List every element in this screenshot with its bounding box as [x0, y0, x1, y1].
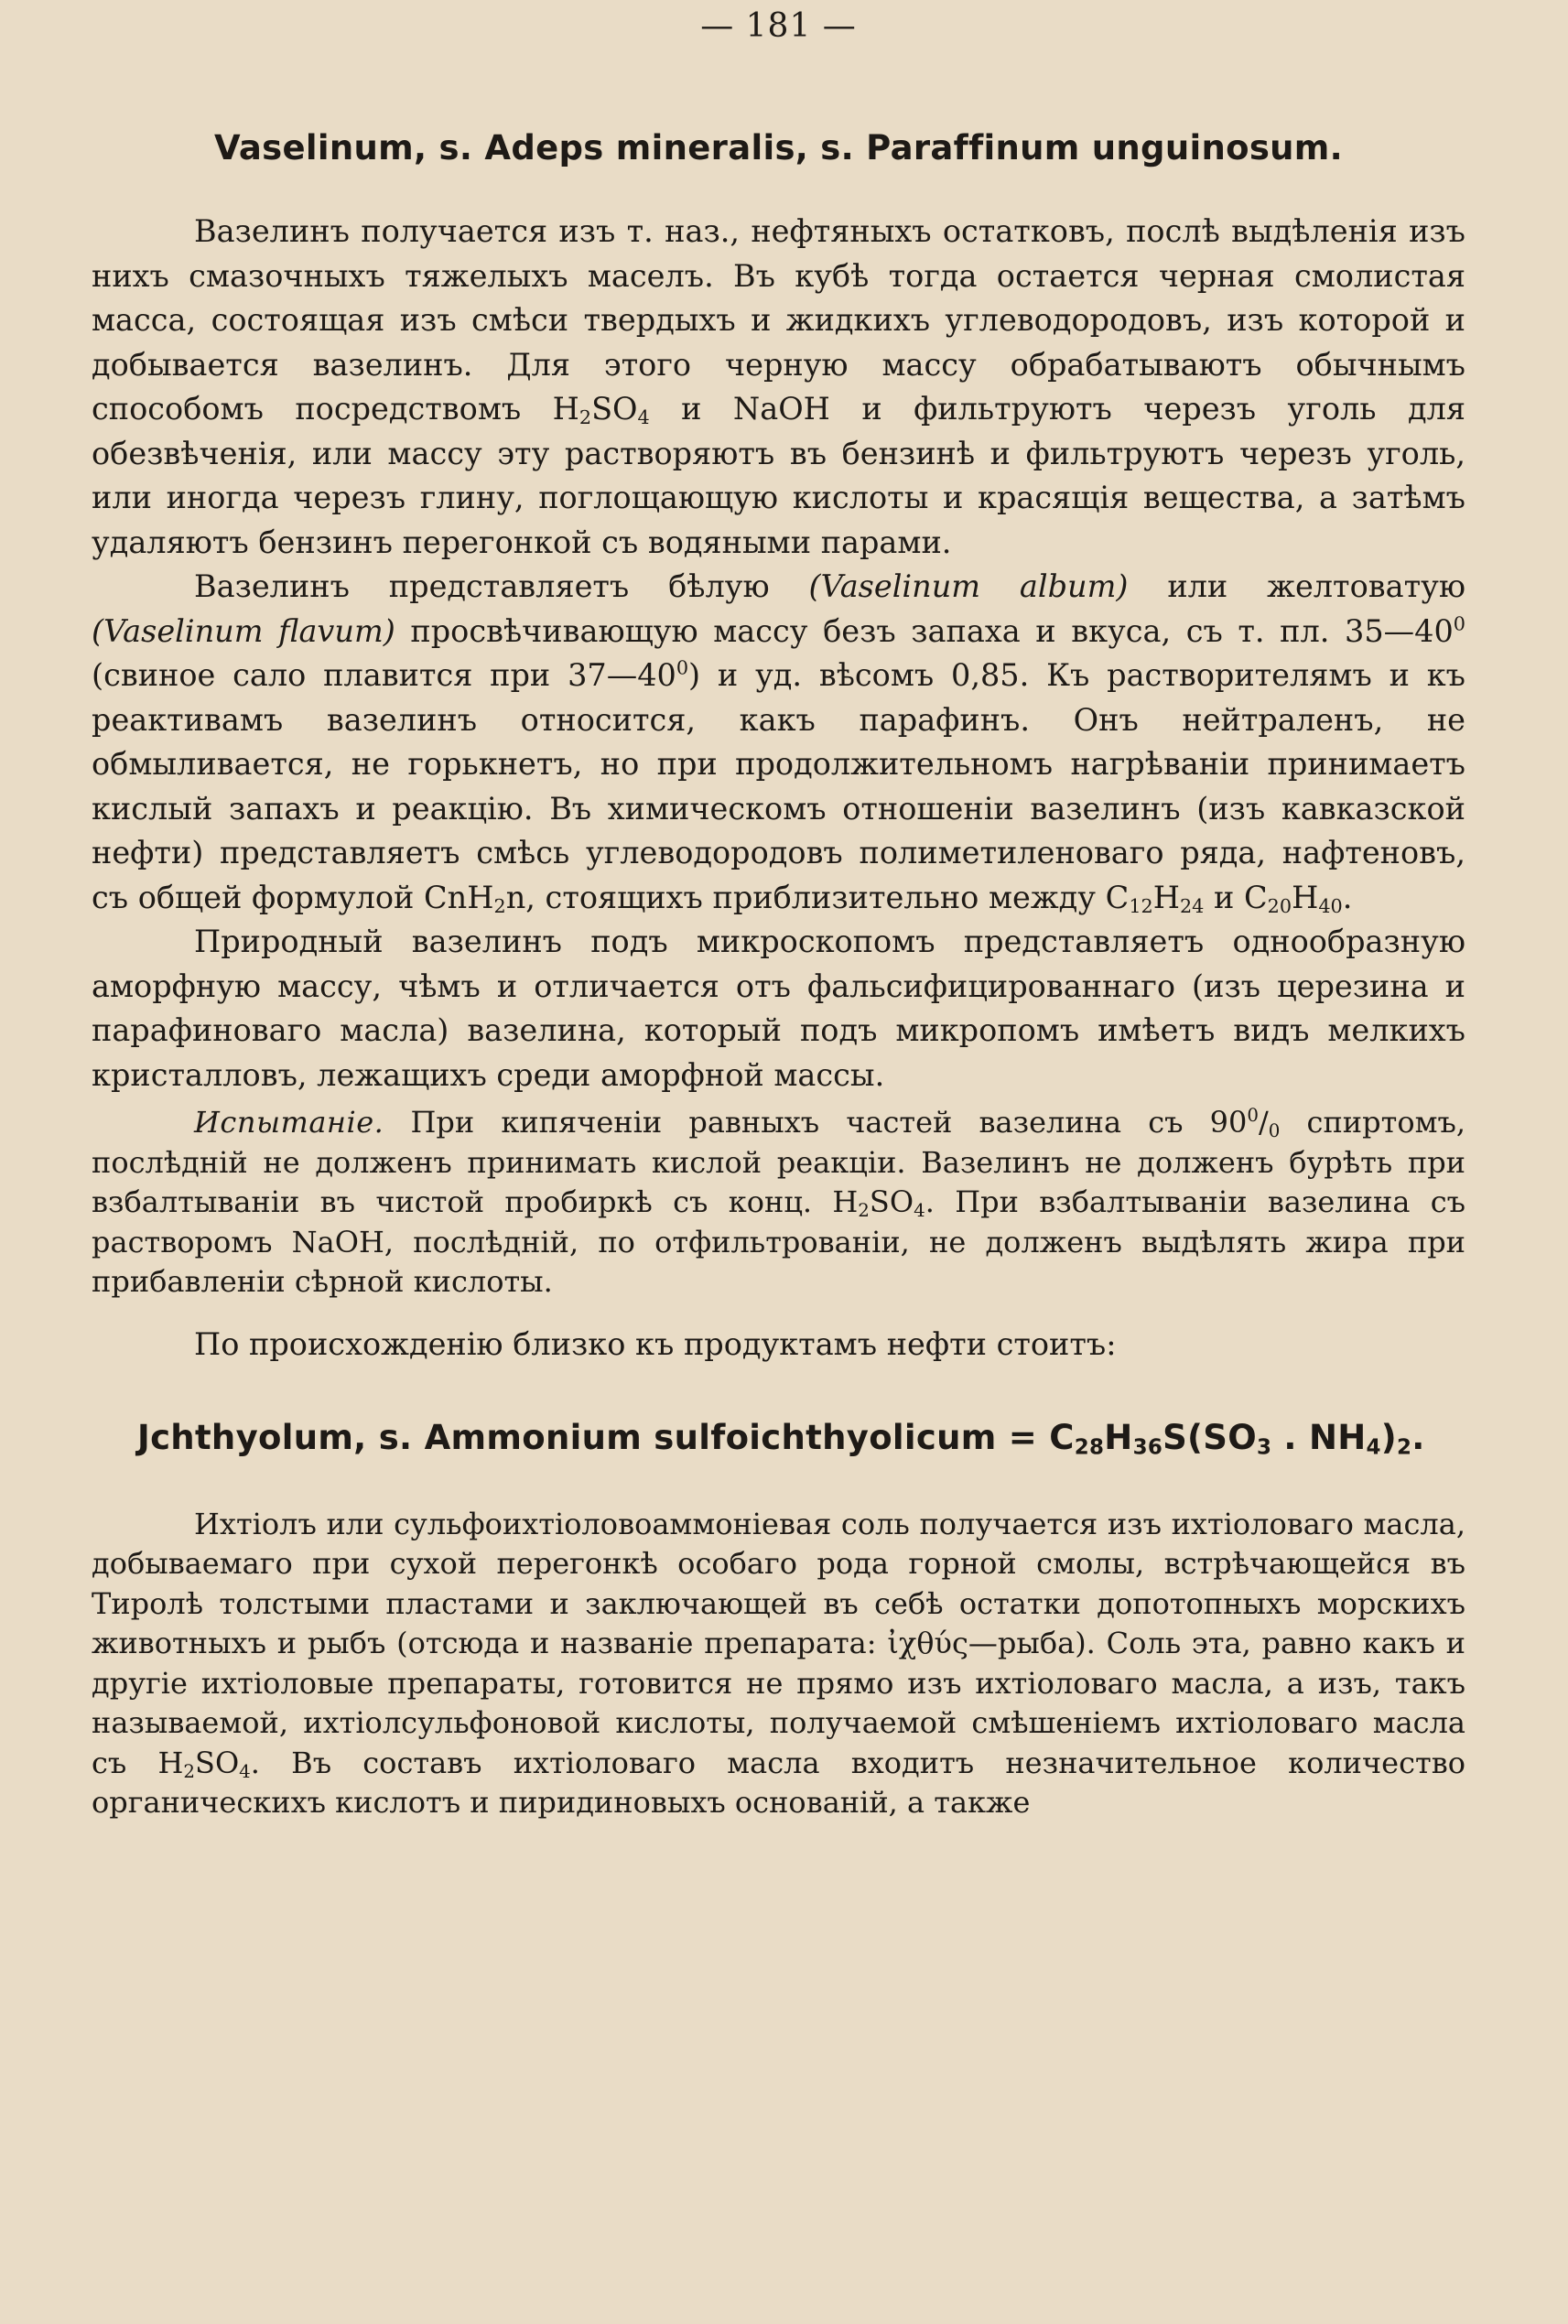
testing-label: Испытаніе. [194, 1105, 384, 1140]
section-heading-ichthyolum: Jchthyolum, s. Ammonium sulfoichthyolicum = $C_{28}H_{36}S(SO_3$ . $NH_4)_2$. [137, 1417, 1425, 1460]
paragraph-microscopy: Природный вазелинъ подъ микроскопомъ представляетъ однообразную аморфную массу, чѣмъ и отличается отъ фальсифицированнаго (изъ церезина и парафиноваго масла) вазелина, который подъ микропомъ имѣетъ видъ мелкихъ кристалловъ, лежащихъ среди аморфной массы. [92, 924, 1465, 1093]
paragraph-ichthyol-production: Ихтіолъ или сульфоихтіоловоаммоніевая соль получается изъ ихтіоловаго масла, добываемаго при сухой перегонкѣ особаго рода горной смолы, встрѣчающейся въ Тиролѣ толстыми пластами и заключающей въ себѣ остатки допотопныхъ морскихъ животныхъ и рыбъ (отсюда и названіе препарата: ἰχθύς—рыба). Соль эта, равно какъ и другіе ихтіоловые препараты, готовится не прямо изъ ихтіоловаго масла, а изъ, такъ называемой, ихтіолсульфоновой кислоты, получаемой смѣшеніемъ ихтіоловаго масла съ $H_2SO_4$. Въ составъ ихтіоловаго масла входитъ незначительное количество органическихъ кислотъ и пиридиновыхъ основаній, а также [92, 1506, 1465, 1820]
section-heading-vaselinum: Vaselinum, s. Adeps mineralis, s. Paraffinum unguinosum. [214, 128, 1343, 168]
paragraph-testing: Испытаніе. При кипяченіи равныхъ частей вазелина съ $90^0/_0$ спиртомъ, послѣдній не долженъ принимать кислой реакціи. Вазелинъ не долженъ бурѣть при взбалтываніи въ чистой пробиркѣ съ конц. $H_2SO_4$. При взбалтываніи вазелина съ растворомъ NaOH, послѣдній, по отфильтрованіи, не долженъ выдѣлять жира при прибавленіи сѣрной кислоты. [92, 1105, 1466, 1299]
paragraph-production: Вазелинъ получается изъ т. наз., нефтяныхъ остатковъ, послѣ выдѣленія изъ нихъ смазочныхъ тяжелыхъ маселъ. Въ кубѣ тогда остается черная смолистая масса, состоящая изъ смѣси твердыхъ и жидкихъ углеводородовъ, изъ которой и добывается вазелинъ. Для этого черную массу обрабатываютъ обычнымъ способомъ посредствомъ $H_2SO_4$ и NaOH и фильтруютъ черезъ уголь для обезвѣченія, или массу эту растворяютъ въ бензинѣ и фильтруютъ черезъ уголь, или иногда черезъ глину, поглощающую кислоты и красящія вещества, а затѣмъ удаляютъ бензинъ перегонкой съ водяными парами. [92, 213, 1465, 560]
paragraph-transition: По происхожденію близко къ продуктамъ нефти стоитъ: [194, 1325, 1117, 1362]
latin-term-flavum: (Vaselinum flavum) [92, 612, 395, 649]
latin-term-album: (Vaselinum album) [808, 568, 1129, 604]
page-number: — 181 — [700, 7, 857, 45]
paragraph-properties: Вазелинъ представляетъ бѣлую (Vaselinum album) или желтоватую (Vaselinum flavum) просвѣчивающую массу безъ запаха и вкуса, съ т. пл. $35—40^0$ (свиное сало плавится при $37—40^0$) и уд. вѣсомъ 0,85. Къ растворителямъ и къ реактивамъ вазелинъ относится, какъ парафинъ. Онъ нейтраленъ, не обмыливается, не горькнетъ, но при продолжительномъ нагрѣваніи принимаетъ кислый запахъ и реакцію. Въ химическомъ отношеніи вазелинъ (изъ кавказской нефти) представляетъ смѣсь углеводородовъ полиметиленоваго ряда, нафтеновъ, съ общей формулой CnH$_2$n, стоящихъ приблизительно между $C_{12}H_{24}$ и $C_{20}H_{40}$. [92, 568, 1465, 917]
